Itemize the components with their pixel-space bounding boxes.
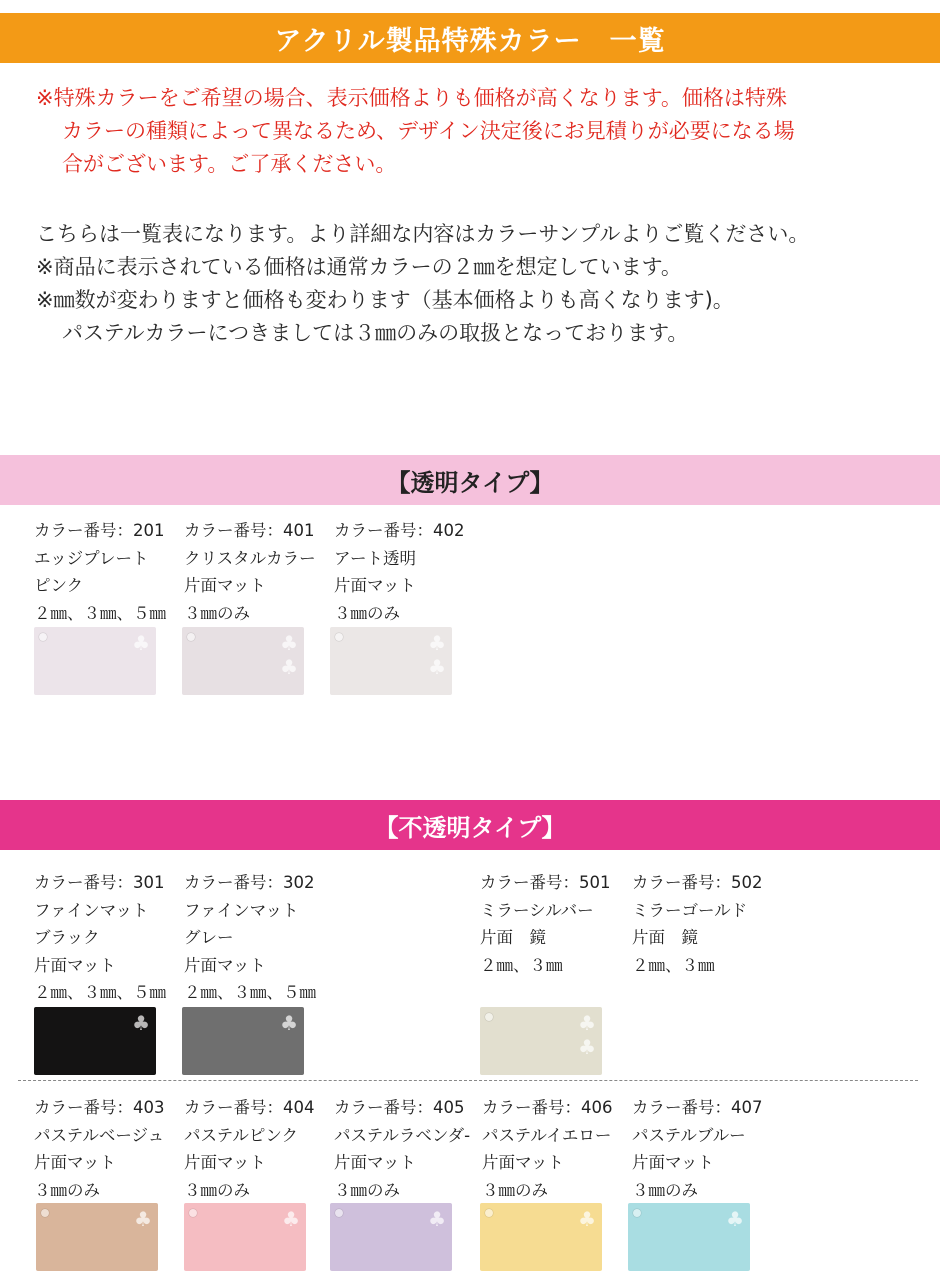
color-code: カラー番号：401 (184, 521, 315, 540)
clear-type-header (0, 455, 940, 505)
opaque-type-header (0, 800, 940, 850)
clover-icon: ♣ (280, 655, 298, 679)
swatch-404 (184, 1203, 306, 1271)
notice-line: ※特殊カラーをご希望の場合、表示価格よりも価格が高くなります。価格は特殊 (36, 86, 787, 110)
clover-icon: ♣ (428, 1207, 446, 1231)
color-sample-302 (184, 869, 334, 1007)
section-title: 【透明タイプ】 (386, 468, 554, 497)
color-name: アート透明 (334, 548, 417, 568)
notice-line: カラーの種類によって異なるため、デザイン決定後にお見積りが必要になる場 (62, 119, 795, 143)
color-name: パステルピンク (184, 1125, 299, 1145)
color-code: カラー番号：403 (34, 1098, 165, 1117)
page-title: アクリル製品特殊カラー 一覧 (274, 25, 666, 57)
color-sample-502 (632, 869, 782, 979)
thickness: ３㎜のみ (334, 603, 400, 623)
color-code: カラー番号：406 (482, 1098, 613, 1117)
swatch-405 (330, 1203, 452, 1271)
finish: 片面マット (184, 1153, 266, 1172)
swatch-501 (480, 1007, 602, 1075)
clover-icon: ♣ (428, 655, 446, 679)
color-name: ファインマット (34, 900, 149, 920)
finish: 片面マット (632, 1153, 714, 1172)
color-sample-501 (480, 869, 630, 979)
color-sample-406 (482, 1094, 632, 1204)
swatch-201 (34, 627, 156, 695)
color-code: カラー番号：402 (334, 521, 465, 540)
swatch-406 (480, 1203, 602, 1271)
swatch-301 (34, 1007, 156, 1075)
color-code: カラー番号：404 (184, 1098, 315, 1117)
mount-hole-icon (335, 633, 343, 641)
swatch-402 (330, 627, 452, 695)
thickness: ２㎜、３㎜、５㎜ (34, 603, 166, 623)
color-subtitle: 片面マット (334, 576, 416, 595)
color-name: ミラーシルバー (480, 900, 594, 920)
section-title: 【不透明タイプ】 (374, 813, 566, 842)
notice-line: 合がございます。ご了承ください。 (62, 152, 397, 176)
color-sample-401 (184, 517, 334, 627)
clover-icon: ♣ (280, 1011, 298, 1035)
finish: 片面マット (482, 1153, 564, 1172)
color-code: カラー番号：407 (632, 1098, 763, 1117)
clover-icon: ♣ (428, 631, 446, 655)
thickness: ３㎜のみ (184, 1180, 250, 1200)
color-sample-403 (34, 1094, 184, 1204)
mount-hole-icon (189, 1209, 197, 1217)
mount-hole-icon (335, 1209, 343, 1217)
thickness: ３㎜のみ (482, 1180, 548, 1200)
notice-line: ※商品に表示されている価格は通常カラーの２㎜を想定しています。 (36, 255, 682, 279)
color-code: カラー番号：301 (34, 873, 165, 892)
thickness: ３㎜のみ (334, 1180, 400, 1200)
swatch-401 (182, 627, 304, 695)
color-subtitle: 片面マット (184, 576, 266, 595)
clover-icon: ♣ (282, 1207, 300, 1231)
color-name: ファインマット (184, 900, 299, 920)
clover-icon: ♣ (134, 1207, 152, 1231)
notice-line: ※㎜数が変わりますと価格も変わります（基本価格よりも高くなります)。 (36, 288, 734, 312)
color-subtitle: ブラック (34, 928, 100, 947)
thickness: ２㎜、３㎜、５㎜ (184, 983, 316, 1002)
color-sample-407 (632, 1094, 782, 1204)
color-subtitle: グレー (184, 928, 234, 947)
color-name: パステルイエロー (482, 1125, 612, 1145)
color-sample-301 (34, 869, 184, 1007)
finish: 片面マット (34, 955, 116, 975)
thickness: ２㎜、３㎜ (632, 955, 715, 975)
page-title-banner (0, 13, 940, 63)
thickness: ３㎜のみ (632, 1180, 698, 1200)
mount-hole-icon (633, 1209, 641, 1217)
clover-icon: ♣ (726, 1207, 744, 1231)
color-sample-402 (334, 517, 484, 627)
color-name: エッジプレート (34, 548, 149, 568)
finish: 片面マット (184, 955, 266, 975)
swatch-302 (182, 1007, 304, 1075)
color-sample-404 (184, 1094, 334, 1204)
dashed-divider (18, 1080, 918, 1081)
color-subtitle: 片面 鏡 (632, 928, 698, 947)
color-name: パステルラベンダ- (334, 1125, 471, 1145)
mount-hole-icon (187, 633, 195, 641)
notice-line: こちらは一覧表になります。より詳細な内容はカラーサンプルよりご覧ください。 (36, 222, 810, 246)
thickness: ３㎜のみ (184, 603, 250, 623)
clover-icon: ♣ (578, 1207, 596, 1231)
color-code: カラー番号：405 (334, 1098, 465, 1117)
color-code: カラー番号：302 (184, 873, 315, 892)
mount-hole-icon (39, 633, 47, 641)
color-code: カラー番号：501 (480, 873, 611, 892)
mount-hole-icon (41, 1209, 49, 1217)
clover-icon: ♣ (578, 1011, 596, 1035)
swatch-407 (628, 1203, 750, 1271)
info-notice (36, 218, 936, 350)
thickness: ３㎜のみ (34, 1180, 100, 1200)
color-subtitle: ピンク (34, 576, 84, 595)
finish: 片面マット (334, 1153, 416, 1172)
color-sample-405 (334, 1094, 484, 1204)
clover-icon: ♣ (132, 631, 150, 655)
swatch-403 (36, 1203, 158, 1271)
mount-hole-icon (485, 1209, 493, 1217)
color-code: カラー番号：201 (34, 521, 165, 540)
color-name: パステルブルー (632, 1125, 746, 1145)
color-sample-201 (34, 517, 184, 627)
price-notice (36, 82, 916, 181)
thickness: ２㎜、３㎜ (480, 955, 563, 975)
notice-line: パステルカラーにつきましては３㎜のみの取扱となっております。 (62, 321, 689, 345)
clover-icon: ♣ (132, 1011, 150, 1035)
color-name: パステルベージュ (34, 1125, 165, 1145)
clover-icon: ♣ (578, 1035, 596, 1059)
finish: 片面マット (34, 1153, 116, 1172)
color-name: クリスタルカラー (184, 548, 316, 568)
mount-hole-icon (485, 1013, 493, 1021)
clover-icon: ♣ (280, 631, 298, 655)
thickness: ２㎜、３㎜、５㎜ (34, 983, 166, 1002)
color-code: カラー番号：502 (632, 873, 763, 892)
color-name: ミラーゴールド (632, 900, 748, 920)
color-subtitle: 片面 鏡 (480, 928, 546, 947)
